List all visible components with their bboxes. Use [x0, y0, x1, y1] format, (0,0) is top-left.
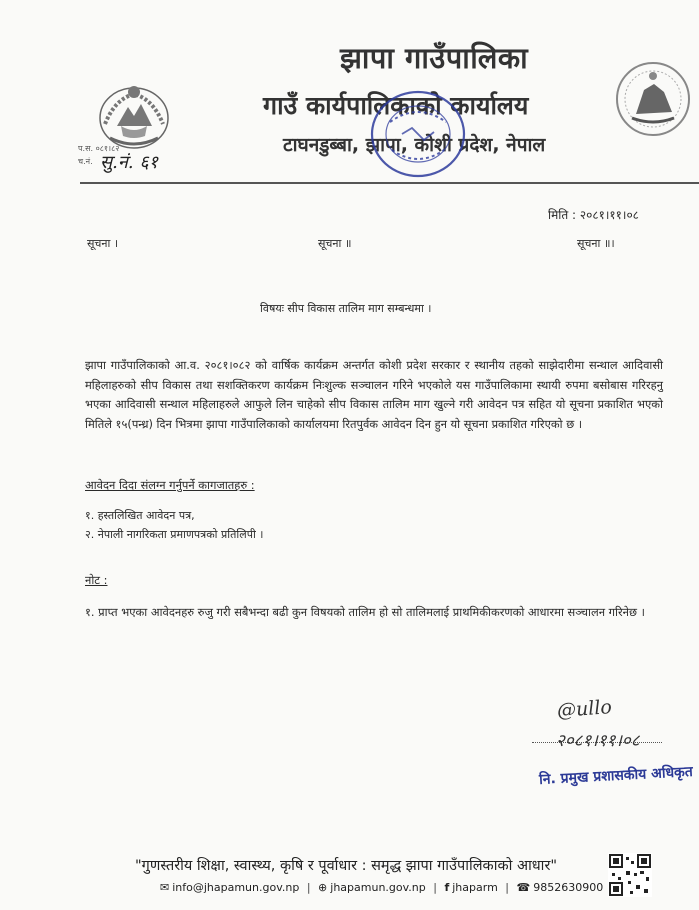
- notice-date: मिति : २०८१।११।०८: [548, 208, 639, 222]
- attachment-item-2: २. नेपाली नागरिकता प्रमाणपत्रको प्रतिलिपी ।: [85, 528, 264, 541]
- signature-initials: @ullo: [556, 696, 613, 722]
- municipality-title: झापा गाउँपालिका: [340, 41, 529, 75]
- signature-date: २०८१।११।०८: [556, 731, 640, 751]
- separator: |: [505, 880, 510, 894]
- subject-line: विषयः सीप विकास तालिम माग सम्बन्धमा ।: [260, 302, 432, 315]
- phone-icon: ☎: [516, 880, 531, 894]
- attachment-item-1: १. हस्तलिखित आवेदन पत्र,: [85, 509, 195, 522]
- separator: |: [433, 880, 437, 894]
- note-text: १. प्राप्त भएका आवेदनहरु रुजु गरी सबैभन्दा बढी कुन विषयको तालिम हो सो तालिमलाई प्राथमिकीकरणको आधारमा सञ्चालन गरिनेछ ।: [85, 605, 645, 619]
- fiscal-year-label: प.स. ०८१।८२: [78, 144, 120, 153]
- footer-website[interactable]: jhapamun.gov.np: [330, 880, 426, 894]
- nepal-emblem-logo: [95, 74, 173, 152]
- body-paragraph: झापा गाउँपालिकाको आ.व. २०८१।०८२ को वार्षिक कार्यक्रम अन्तर्गत कोशी प्रदेश सरकार र स्थानीय तहको साझेदारीमा सन्थाल आदिवासी महिलाहरुको सीप विकास तथा सशक्तिकरण कार्यक्रम निःशुल्क सञ्चालन गरिने भएकोले यस गाउँपालिकामा स्थायी रुपमा बसोबास गरिरहनु भएका आदिवासी सन्थाल महिलाहरुले आफुले लिन चाहेको सीप विकास तालिम माग खुल्ने गरी आवेदन पत्र सहित यो सूचना प्रकाशित भएको मितिले १५(पन्ध्र) दिन भित्रमा झापा गाउँपालिकाको कार्यालयमा रितपुर्वक आवेदन दिन हुन यो सूचना प्रकाशित गरिएको छ ।: [85, 358, 663, 431]
- globe-icon: ⊕: [318, 880, 328, 894]
- footer-motto: "गुणस्तरीय शिक्षा, स्वास्थ्य, कृषि र पूर्वाधार : समृद्ध झापा गाउँपालिकाको आधार": [135, 858, 558, 874]
- qr-code: [608, 853, 652, 897]
- note-heading: नोट :: [85, 573, 108, 587]
- notice-label-2: सूचना ॥: [318, 237, 352, 250]
- footer-email[interactable]: info@jhapamun.gov.np: [172, 880, 300, 894]
- attachments-heading: आवेदन दिदा संलग्न गर्नुपर्ने कागजातहरु :: [85, 478, 255, 492]
- notice-label-3: सूचना ॥।: [577, 237, 615, 250]
- dispatch-label: च.नं.: [78, 157, 93, 166]
- mail-icon: ✉: [160, 880, 170, 894]
- footer-phone: 9852630900: [533, 880, 604, 894]
- officer-stamp: नि. प्रमुख प्रशासकीय अधिकृत: [538, 763, 694, 789]
- separator: |: [306, 880, 311, 894]
- office-address: टाघनडुब्बा, झापा, कोशी प्रदेश, नेपाल: [283, 134, 546, 156]
- municipality-logo: [614, 60, 692, 138]
- footer-contact: [160, 880, 603, 894]
- facebook-icon: f: [444, 880, 450, 894]
- office-title: गाउँ कार्यपालिकाको कार्यालय: [263, 91, 529, 120]
- office-stamp: [368, 88, 468, 180]
- footer-facebook[interactable]: jhaparm: [452, 880, 498, 894]
- dispatch-number: सु.नं. ६१: [100, 152, 159, 173]
- notice-label-1: सूचना ।: [87, 237, 119, 250]
- header-divider: [80, 182, 699, 184]
